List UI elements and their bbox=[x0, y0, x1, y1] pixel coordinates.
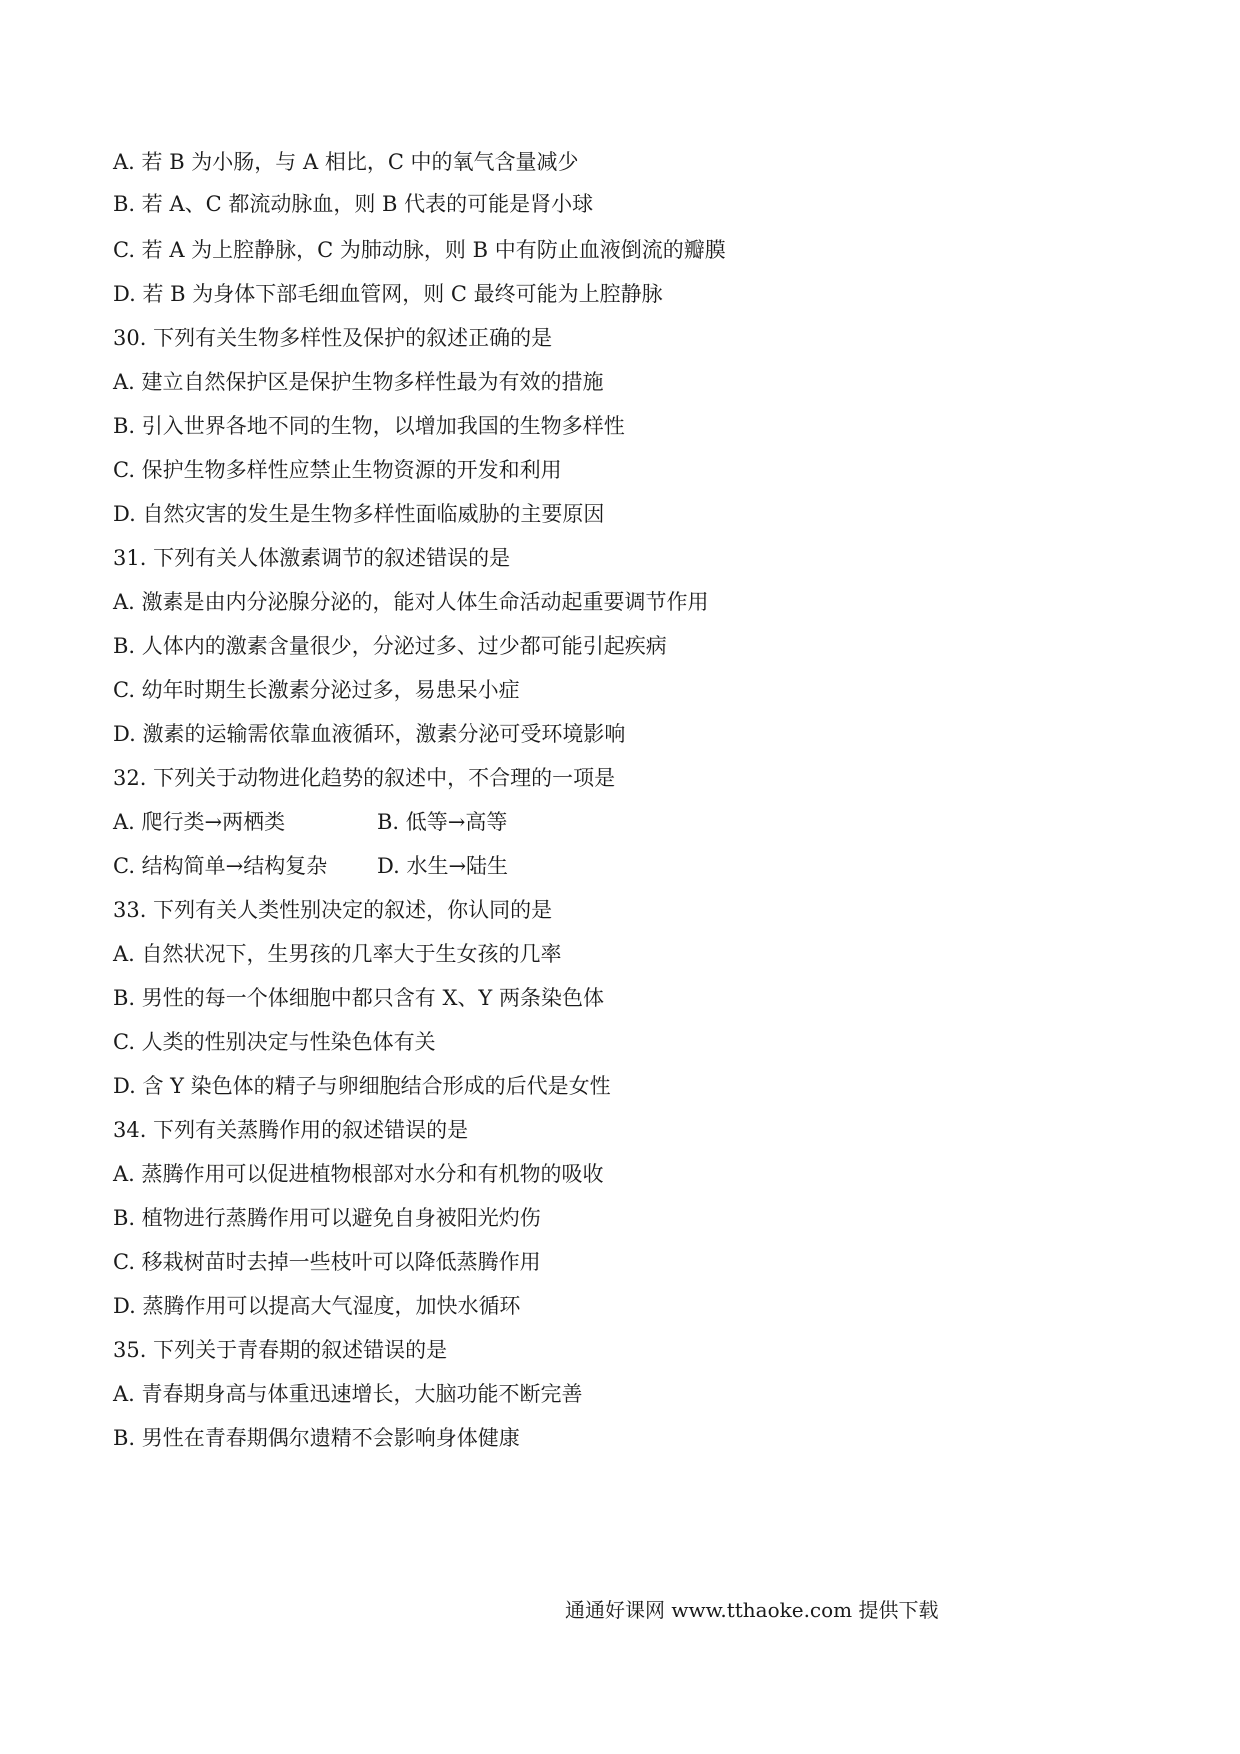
q34-option-c: C. 移栽树苗时去掉一些枝叶可以降低蒸腾作用 bbox=[113, 1250, 541, 1274]
q30-option-a: A. 建立自然保护区是保护生物多样性最为有效的措施 bbox=[113, 370, 604, 394]
q31-option-d: D. 激素的运输需依靠血液循环，激素分泌可受环境影响 bbox=[113, 722, 626, 746]
q33-option-a: A. 自然状况下，生男孩的几率大于生女孩的几率 bbox=[113, 942, 562, 966]
q29-option-d: D. 若 B 为身体下部毛细血管网，则 C 最终可能为上腔静脉 bbox=[113, 282, 663, 306]
q33-stem: 33. 下列有关人类性别决定的叙述，你认同的是 bbox=[113, 898, 553, 922]
download-source-footer: 通通好课网 www.tthaoke.com 提供下载 bbox=[565, 1598, 939, 1622]
q34-option-d: D. 蒸腾作用可以提高大气湿度，加快水循环 bbox=[113, 1294, 521, 1318]
q29-option-c: C. 若 A 为上腔静脉，C 为肺动脉，则 B 中有防止血液倒流的瓣膜 bbox=[113, 238, 726, 262]
q32-stem: 32. 下列关于动物进化趋势的叙述中，不合理的一项是 bbox=[113, 766, 616, 790]
q32-option-a: A. 爬行类→两栖类 bbox=[113, 810, 286, 834]
q30-option-b: B. 引入世界各地不同的生物，以增加我国的生物多样性 bbox=[113, 414, 625, 438]
q33-option-b: B. 男性的每一个体细胞中都只含有 X、Y 两条染色体 bbox=[113, 986, 604, 1010]
q30-option-c: C. 保护生物多样性应禁止生物资源的开发和利用 bbox=[113, 458, 562, 482]
q30-option-d: D. 自然灾害的发生是生物多样性面临威胁的主要原因 bbox=[113, 502, 605, 526]
q33-option-d: D. 含 Y 染色体的精子与卵细胞结合形成的后代是女性 bbox=[113, 1074, 611, 1098]
q29-option-a: A. 若 B 为小肠，与 A 相比，C 中的氧气含量减少 bbox=[113, 150, 579, 174]
q31-option-a: A. 激素是由内分泌腺分泌的，能对人体生命活动起重要调节作用 bbox=[113, 590, 709, 614]
q31-option-c: C. 幼年时期生长激素分泌过多，易患呆小症 bbox=[113, 678, 520, 702]
q32-options-row-1 bbox=[113, 808, 508, 836]
q32-option-d: D. 水生→陆生 bbox=[377, 854, 509, 878]
q30-stem: 30. 下列有关生物多样性及保护的叙述正确的是 bbox=[113, 326, 553, 350]
q32-option-c: C. 结构简单→结构复杂 bbox=[113, 854, 328, 878]
q34-option-b: B. 植物进行蒸腾作用可以避免自身被阳光灼伤 bbox=[113, 1206, 541, 1230]
q32-option-b: B. 低等→高等 bbox=[377, 810, 508, 834]
q34-option-a: A. 蒸腾作用可以促进植物根部对水分和有机物的吸收 bbox=[113, 1162, 604, 1186]
q32-options-row-2 bbox=[113, 852, 509, 880]
q31-stem: 31. 下列有关人体激素调节的叙述错误的是 bbox=[113, 546, 511, 570]
q34-stem: 34. 下列有关蒸腾作用的叙述错误的是 bbox=[113, 1118, 469, 1142]
q35-option-b: B. 男性在青春期偶尔遗精不会影响身体健康 bbox=[113, 1426, 520, 1450]
q35-option-a: A. 青春期身高与体重迅速增长，大脑功能不断完善 bbox=[113, 1382, 583, 1406]
q29-option-b: B. 若 A、C 都流动脉血，则 B 代表的可能是肾小球 bbox=[113, 192, 594, 216]
q35-stem: 35. 下列关于青春期的叙述错误的是 bbox=[113, 1338, 448, 1362]
q33-option-c: C. 人类的性别决定与性染色体有关 bbox=[113, 1030, 436, 1054]
q31-option-b: B. 人体内的激素含量很少，分泌过多、过少都可能引起疾病 bbox=[113, 634, 667, 658]
